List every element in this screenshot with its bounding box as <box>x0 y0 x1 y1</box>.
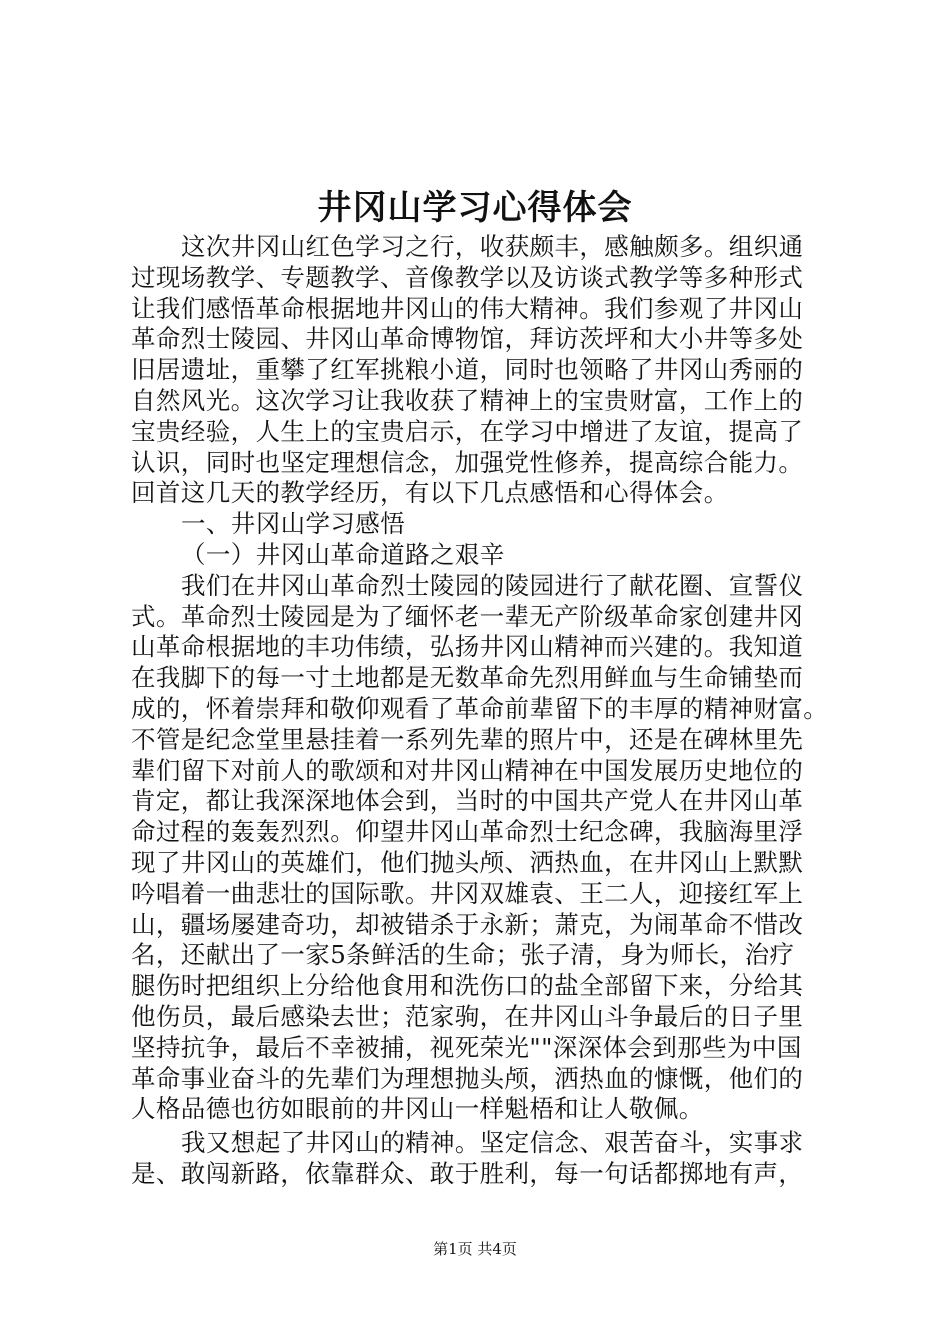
subsection-heading: （一）井冈山革命道路之艰辛 <box>181 539 505 569</box>
section-heading: 一、井冈山学习感悟 <box>181 509 406 539</box>
paragraph-line: 辈们留下对前人的歌颂和对井冈山精神在中国发展历史地位的 <box>131 755 804 785</box>
paragraph-line: 让我们感悟革命根据地井冈山的伟大精神。我们参观了井冈山 <box>131 293 804 323</box>
paragraph-line: 回首这几天的教学经历，有以下几点感悟和心得体会。 <box>131 478 729 508</box>
paragraph-line: 山，疆场屡建奇功，却被错杀于永新；萧克，为闹革命不惜改 <box>131 909 804 939</box>
paragraph-line: 宝贵经验，人生上的宝贵启示，在学习中增进了友谊，提高了 <box>131 416 804 446</box>
paragraph-line: 现了井冈山的英雄们，他们抛头颅、洒热血，在井冈山上默默 <box>131 847 804 877</box>
paragraph-line: 过现场教学、专题教学、音像教学以及访谈式教学等多种形式 <box>131 262 804 292</box>
page-footer: 第1页 共4页 <box>433 1240 517 1258</box>
paragraph-line: 在我脚下的每一寸土地都是无数革命先烈用鲜血与生命铺垫而 <box>131 663 804 693</box>
paragraph-line: 认识，同时也坚定理想信念，加强党性修养，提高综合能力。 <box>131 447 804 477</box>
paragraph-line: 革命烈士陵园、井冈山革命博物馆，拜访茨坪和大小井等多处 <box>131 324 804 354</box>
paragraph-line: 旧居遗址，重攀了红军挑粮小道，同时也领略了井冈山秀丽的 <box>131 355 804 385</box>
paragraph-line: 山革命根据地的丰功伟绩，弘扬井冈山精神而兴建的。我知道 <box>131 632 804 662</box>
paragraph-line: 肯定，都让我深深地体会到，当时的中国共产党人在井冈山革 <box>131 786 804 816</box>
document-title: 井冈山学习心得体会 <box>317 188 633 228</box>
paragraph-line: 我们在井冈山革命烈士陵园的陵园进行了献花圈、宣誓仪 <box>181 570 804 600</box>
paragraph-line: 命过程的轰轰烈烈。仰望井冈山革命烈士纪念碑，我脑海里浮 <box>131 817 804 847</box>
paragraph-line: 不管是纪念堂里悬挂着一系列先辈的照片中，还是在碑林里先 <box>131 724 804 754</box>
paragraph-line: 成的，怀着崇拜和敬仰观看了革命前辈留下的丰厚的精神财富。 <box>131 693 829 723</box>
paragraph-line: 他伤员，最后感染去世；范家驹，在井冈山斗争最后的日子里 <box>131 1001 804 1031</box>
paragraph-line: 革命事业奋斗的先辈们为理想抛头颅，洒热血的慷慨，他们的 <box>131 1063 804 1093</box>
paragraph-line: 吟唱着一曲悲壮的国际歌。井冈双雄袁、王二人，迎接红军上 <box>131 878 804 908</box>
paragraph-line: 坚持抗争，最后不幸被捕，视死荣光""深深体会到那些为中国 <box>131 1032 802 1062</box>
paragraph-line: 自然风光。这次学习让我收获了精神上的宝贵财富，工作上的 <box>131 385 804 415</box>
document-body <box>131 232 836 1190</box>
paragraph-line: 名，还献出了一家5条鲜活的生命；张子清，身为师长，治疗 <box>131 940 795 970</box>
paragraph-line: 是、敢闯新路，依靠群众、敢于胜利，每一句话都掷地有声， <box>131 1158 804 1188</box>
paragraph-line: 人格品德也彷如眼前的井冈山一样魁梧和让人敬佩。 <box>131 1094 704 1124</box>
paragraph-line: 腿伤时把组织上分给他食用和洗伤口的盐全部留下来，分给其 <box>131 971 804 1001</box>
paragraph-line: 我又想起了井冈山的精神。坚定信念、艰苦奋斗，实事求 <box>181 1128 804 1158</box>
paragraph-line: 这次井冈山红色学习之行，收获颇丰，感触颇多。组织通 <box>181 232 804 261</box>
paragraph-line: 式。革命烈士陵园是为了缅怀老一辈无产阶级革命家创建井冈 <box>131 601 804 631</box>
